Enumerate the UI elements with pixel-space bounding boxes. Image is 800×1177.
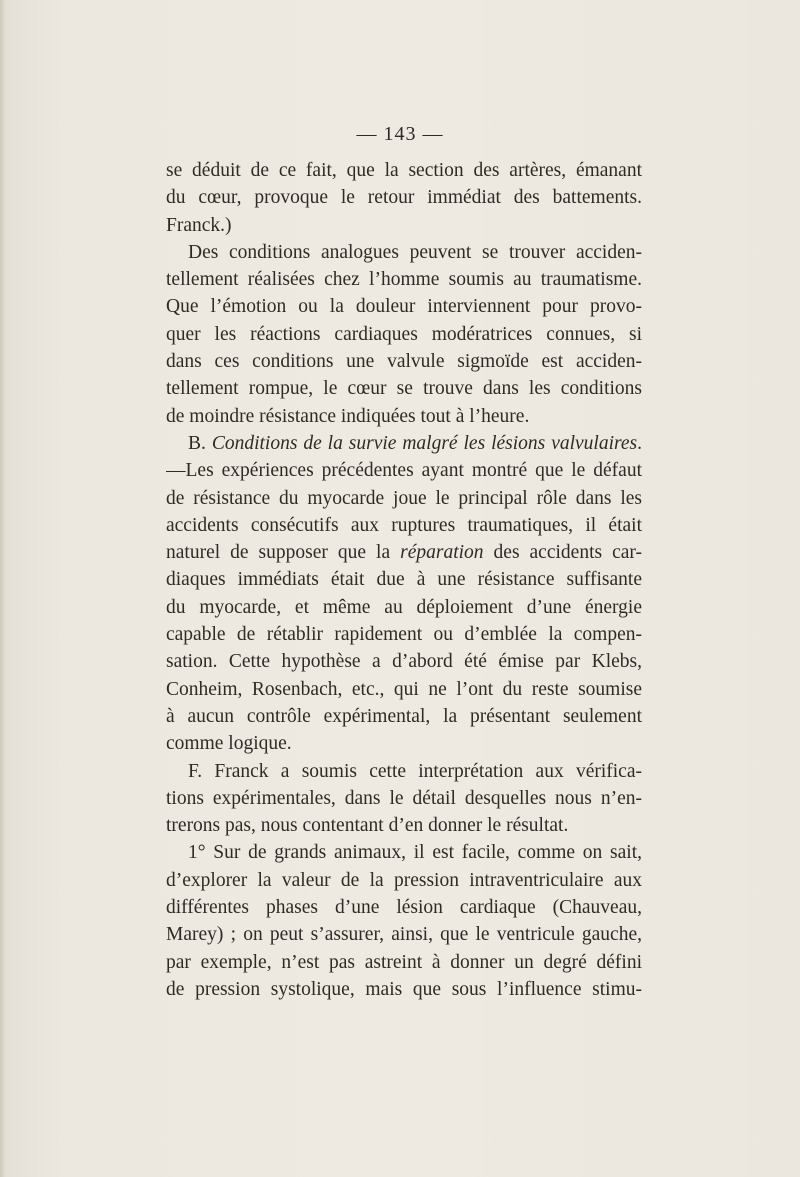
- text-line: Que l’émotion ou la douleur interviennent pour provo-: [166, 296, 642, 318]
- body-text: [166, 157, 642, 1003]
- text-line: capable de rétablir rapidement ou d’emblée la compen-: [166, 624, 642, 646]
- italic-term: réparation: [400, 542, 484, 564]
- text-line: par exemple, n’est pas astreint à donner un degré défini: [166, 951, 642, 973]
- section-title-punctuation: .: [637, 432, 642, 454]
- text-line: tellement réalisées chez l’homme soumis au traumatisme.: [166, 269, 642, 291]
- text-line: de résistance du myocarde joue le principal rôle dans les: [166, 487, 642, 509]
- text-fragment: naturel de supposer que la: [166, 542, 401, 564]
- text-line: comme logique.: [166, 733, 292, 755]
- text-line: du myocarde, et même au déploiement d’une énergie: [166, 596, 642, 618]
- text-line: du cœur, provoque le retour immédiat des battements.: [166, 187, 642, 209]
- text-line: —Les expériences précédentes ayant montré que le défaut: [166, 460, 642, 482]
- text-line: Franck.): [166, 214, 232, 236]
- text-line: différentes phases d’une lésion cardiaque (Chauveau,: [166, 897, 642, 919]
- text-line: Conheim, Rosenbach, etc., qui ne l’ont du reste soumise: [166, 678, 642, 700]
- section-title: Conditions de la survie malgré les lésions valvulaires: [211, 432, 638, 454]
- text-line: tions expérimentales, dans le détail desquelles nous n’en-: [166, 787, 642, 809]
- text-line: tellement rompue, le cœur se trouve dans les conditions: [166, 378, 642, 400]
- page-gutter: [0, 0, 6, 1177]
- text-line: Marey) ; on peut s’assurer, ainsi, que le ventricule gauche,: [166, 924, 642, 946]
- text-line: sation. Cette hypothèse a d’abord été émise par Klebs,: [166, 651, 642, 673]
- text-line: de pression systolique, mais que sous l’influence stimu-: [166, 978, 642, 1000]
- text-line: Des conditions analogues peuvent se trouver acciden-: [188, 241, 642, 263]
- page-number: — 143 —: [356, 123, 444, 145]
- section-heading-line: [166, 430, 642, 457]
- text-line: 1° Sur de grands animaux, il est facile, comme on sait,: [188, 842, 642, 864]
- text-line: trerons pas, nous contentant d’en donner le résultat.: [166, 815, 569, 837]
- text-line: d’explorer la valeur de la pression intraventriculaire aux: [166, 869, 642, 891]
- text-line: F. Franck a soumis cette interprétation aux vérifica-: [188, 760, 642, 782]
- text-line: quer les réactions cardiaques modératrices connues, si: [166, 323, 642, 345]
- text-line: dans ces conditions une valvule sigmoïde est acciden-: [166, 351, 642, 373]
- text-fragment: des accidents car-: [483, 542, 642, 564]
- text-line: accidents consécutifs aux ruptures traumatiques, il était: [166, 514, 642, 536]
- text-line: à aucun contrôle expérimental, la présentant seulement: [166, 705, 642, 727]
- section-label: B.: [188, 432, 212, 454]
- text-line: se déduit de ce fait, que la section des artères, émanant: [166, 160, 642, 181]
- text-line: diaques immédiats était due à une résistance suffisante: [166, 569, 642, 591]
- text-line: de moindre résistance indiquées tout à l’heure.: [166, 405, 530, 427]
- text-line-with-italic: [166, 539, 642, 566]
